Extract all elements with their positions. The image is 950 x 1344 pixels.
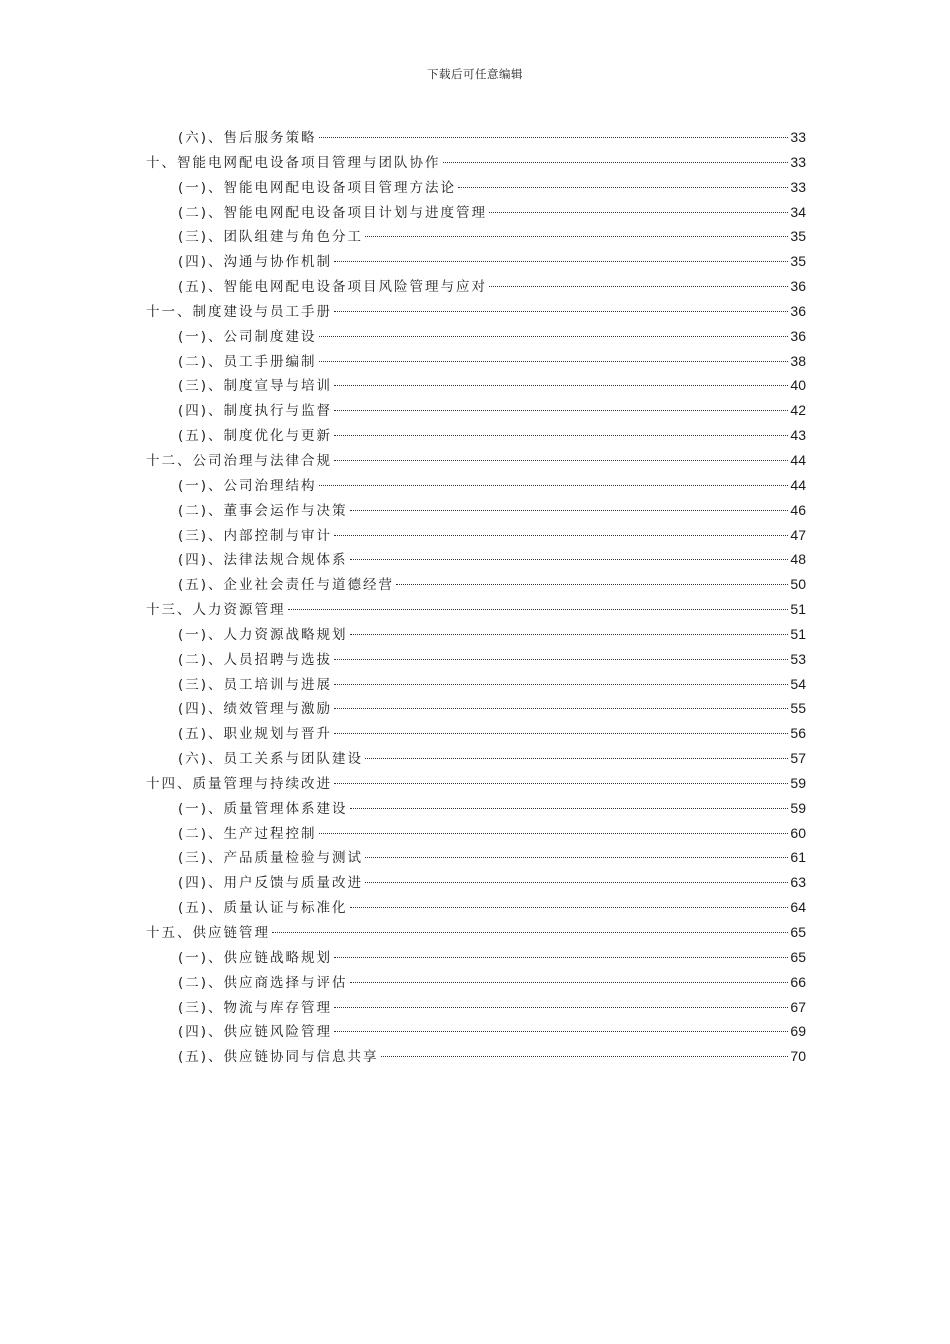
toc-page-number: 59 (790, 774, 806, 791)
toc-entry-title: (一)、公司制度建设 (178, 328, 317, 345)
toc-page-number: 55 (790, 700, 806, 717)
toc-dot-leader (319, 137, 789, 138)
toc-section-entry[interactable] (146, 970, 806, 995)
toc-dot-leader (319, 361, 789, 362)
toc-entry-title: (一)、供应链战略规划 (178, 949, 333, 966)
toc-page-number: 50 (790, 576, 806, 593)
toc-page-number: 70 (790, 1048, 806, 1065)
toc-dot-leader (350, 982, 789, 983)
toc-page-number: 60 (790, 824, 806, 841)
toc-page-number: 63 (790, 874, 806, 891)
toc-page-number: 65 (790, 924, 806, 940)
toc-dot-leader (350, 907, 789, 908)
toc-section-entry[interactable] (146, 796, 806, 821)
toc-page-number: 36 (790, 327, 806, 344)
toc-section-entry[interactable] (146, 995, 806, 1020)
toc-section-entry[interactable] (146, 224, 806, 249)
toc-entry-title: 十二、公司治理与法律合规 (146, 452, 332, 469)
toc-dot-leader (350, 808, 789, 809)
toc-page-number: 54 (790, 675, 806, 692)
toc-chapter-entry[interactable] (146, 150, 806, 175)
toc-entry-title: (五)、制度优化与更新 (178, 428, 333, 445)
toc-page-number: 38 (790, 352, 806, 369)
toc-dot-leader (365, 882, 788, 883)
toc-dot-leader (319, 485, 789, 486)
toc-section-entry[interactable] (146, 523, 806, 548)
toc-entry-title: (五)、智能电网配电设备项目风险管理与应对 (178, 279, 488, 296)
toc-page-number: 51 (790, 625, 806, 642)
toc-dot-leader (334, 261, 788, 262)
toc-section-entry[interactable] (146, 647, 806, 672)
toc-page-number: 33 (790, 129, 806, 145)
toc-entry-title: (三)、内部控制与审计 (178, 527, 333, 544)
toc-dot-leader (458, 187, 788, 188)
toc-dot-leader (443, 162, 789, 163)
toc-dot-leader (334, 733, 788, 734)
toc-page-number: 44 (790, 451, 806, 468)
toc-dot-leader (334, 659, 788, 660)
toc-section-entry[interactable] (146, 1044, 806, 1069)
toc-entry-title: 十三、人力资源管理 (146, 602, 286, 619)
toc-entry-title: (六)、售后服务策略 (178, 130, 317, 146)
toc-entry-title: (二)、人员招聘与选拔 (178, 651, 333, 668)
toc-entry-title: (三)、制度宣导与培训 (178, 378, 333, 395)
toc-dot-leader (319, 833, 789, 834)
toc-dot-leader (272, 932, 788, 933)
toc-dot-leader (334, 684, 788, 685)
toc-dot-leader (334, 783, 788, 784)
toc-dot-leader (319, 336, 789, 337)
toc-page-number: 64 (790, 899, 806, 916)
table-of-contents (146, 125, 806, 1069)
toc-page-number: 47 (790, 526, 806, 543)
toc-entry-title: (五)、企业社会责任与道德经营 (178, 577, 395, 594)
toc-entry-title: 十、智能电网配电设备项目管理与团队协作 (146, 154, 441, 171)
toc-page-number: 56 (790, 725, 806, 742)
toc-entry-title: (三)、产品质量检验与测试 (178, 850, 364, 867)
toc-section-entry[interactable] (146, 547, 806, 572)
toc-page-number: 65 (790, 948, 806, 965)
toc-section-entry[interactable] (146, 249, 806, 274)
toc-entry-title: (四)、供应链风险管理 (178, 1024, 333, 1041)
toc-page-number: 40 (790, 377, 806, 394)
header-note: 下载后可任意编辑 (427, 67, 523, 81)
toc-section-entry[interactable] (146, 423, 806, 448)
toc-section-entry[interactable] (146, 324, 806, 349)
toc-page-number: 67 (790, 998, 806, 1015)
toc-page-number: 59 (790, 799, 806, 816)
toc-dot-leader (489, 286, 788, 287)
toc-section-entry[interactable] (146, 845, 806, 870)
toc-dot-leader (334, 535, 788, 536)
toc-dot-leader (381, 1056, 789, 1057)
toc-section-entry[interactable] (146, 274, 806, 299)
toc-entry-title: (三)、团队组建与角色分工 (178, 229, 364, 246)
toc-entry-title: (二)、生产过程控制 (178, 825, 317, 842)
toc-section-entry[interactable] (146, 746, 806, 771)
toc-entry-title: (三)、物流与库存管理 (178, 999, 333, 1016)
toc-page-number: 46 (790, 501, 806, 518)
toc-page-number: 36 (790, 302, 806, 319)
toc-entry-title: (五)、供应链协同与信息共享 (178, 1049, 379, 1066)
toc-chapter-entry[interactable] (146, 920, 806, 945)
toc-entry-title: (二)、员工手册编制 (178, 353, 317, 370)
toc-entry-title: (四)、法律法规合规体系 (178, 552, 348, 569)
toc-section-entry[interactable] (146, 498, 806, 523)
toc-dot-leader (365, 236, 788, 237)
toc-entry-title: (六)、员工关系与团队建设 (178, 751, 364, 768)
toc-entry-title: (四)、绩效管理与激励 (178, 701, 333, 718)
toc-dot-leader (334, 1007, 788, 1008)
toc-chapter-entry[interactable] (146, 597, 806, 622)
toc-page-number: 57 (790, 750, 806, 767)
toc-entry-title: (一)、质量管理体系建设 (178, 800, 348, 817)
toc-entry-title: 十五、供应链管理 (146, 925, 270, 941)
toc-dot-leader (334, 460, 788, 461)
toc-section-entry[interactable] (146, 398, 806, 423)
toc-dot-leader (288, 609, 789, 610)
toc-section-entry[interactable] (146, 895, 806, 920)
toc-dot-leader (365, 758, 788, 759)
toc-entry-title: (一)、智能电网配电设备项目管理方法论 (178, 179, 457, 196)
toc-dot-leader (334, 1031, 788, 1032)
toc-dot-leader (334, 311, 788, 312)
toc-section-entry[interactable] (146, 945, 806, 970)
toc-dot-leader (334, 957, 788, 958)
toc-entry-title: (二)、董事会运作与决策 (178, 502, 348, 519)
toc-entry-title: (二)、智能电网配电设备项目计划与进度管理 (178, 204, 488, 221)
toc-dot-leader (350, 634, 789, 635)
toc-section-entry[interactable] (146, 622, 806, 647)
toc-entry-title: (五)、质量认证与标准化 (178, 900, 348, 917)
toc-section-entry[interactable] (146, 473, 806, 498)
toc-section-entry[interactable] (146, 125, 806, 150)
toc-dot-leader (365, 857, 788, 858)
toc-section-entry[interactable] (146, 373, 806, 398)
toc-dot-leader (350, 559, 789, 560)
toc-dot-leader (334, 435, 788, 436)
toc-page-number: 36 (790, 278, 806, 295)
toc-entry-title: (二)、供应商选择与评估 (178, 974, 348, 991)
toc-entry-title: (四)、沟通与协作机制 (178, 254, 333, 271)
toc-entry-title: (四)、用户反馈与质量改进 (178, 875, 364, 892)
toc-entry-title: (四)、制度执行与监督 (178, 403, 333, 420)
toc-page-number: 33 (790, 178, 806, 195)
toc-dot-leader (396, 584, 788, 585)
toc-page-number: 33 (790, 153, 806, 170)
toc-page-number: 35 (790, 253, 806, 270)
toc-page-number: 53 (790, 650, 806, 667)
toc-page-number: 35 (790, 228, 806, 245)
toc-section-entry[interactable] (146, 870, 806, 895)
toc-entry-title: (三)、员工培训与进展 (178, 676, 333, 693)
toc-page-number: 44 (790, 476, 806, 493)
toc-entry-title: 十一、制度建设与员工手册 (146, 303, 332, 320)
toc-section-entry[interactable] (146, 696, 806, 721)
toc-page-number: 61 (790, 849, 806, 866)
toc-dot-leader (334, 385, 788, 386)
toc-page-number: 34 (790, 203, 806, 220)
toc-entry-title: 十四、质量管理与持续改进 (146, 775, 332, 792)
toc-page-number: 66 (790, 973, 806, 990)
toc-section-entry[interactable] (146, 572, 806, 597)
toc-entry-title: (一)、公司治理结构 (178, 477, 317, 494)
toc-dot-leader (334, 410, 788, 411)
toc-dot-leader (350, 510, 789, 511)
toc-entry-title: (五)、职业规划与晋升 (178, 726, 333, 743)
toc-chapter-entry[interactable] (146, 299, 806, 324)
toc-dot-leader (489, 212, 788, 213)
toc-section-entry[interactable] (146, 175, 806, 200)
toc-page-number: 69 (790, 1023, 806, 1040)
toc-dot-leader (334, 708, 788, 709)
toc-page-number: 51 (790, 601, 806, 618)
toc-entry-title: (一)、人力资源战略规划 (178, 626, 348, 643)
toc-section-entry[interactable] (146, 672, 806, 697)
toc-section-entry[interactable] (146, 1019, 806, 1044)
toc-section-entry[interactable] (146, 721, 806, 746)
toc-section-entry[interactable] (146, 200, 806, 225)
toc-page-number: 42 (790, 402, 806, 419)
toc-chapter-entry[interactable] (146, 771, 806, 796)
toc-page-number: 43 (790, 427, 806, 444)
toc-page-number: 48 (790, 551, 806, 568)
toc-section-entry[interactable] (146, 821, 806, 846)
toc-chapter-entry[interactable] (146, 448, 806, 473)
toc-section-entry[interactable] (146, 349, 806, 374)
